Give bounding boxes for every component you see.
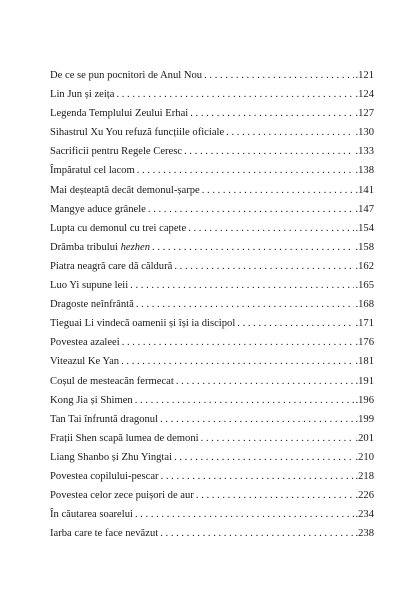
toc-page-number: .238 bbox=[355, 528, 374, 540]
toc-page-number: .176 bbox=[355, 337, 374, 349]
toc-page-number: .130 bbox=[355, 127, 374, 139]
toc-entry-title: Dragoste neînfrântă bbox=[50, 299, 134, 311]
toc-dot-leader bbox=[176, 372, 355, 391]
toc-page-number: .218 bbox=[355, 470, 374, 482]
toc-dot-leader bbox=[152, 238, 354, 257]
toc-dot-leader bbox=[160, 524, 354, 543]
toc-entry-title: Povestea copilului-pescar bbox=[50, 470, 159, 482]
toc-page-number: .138 bbox=[355, 165, 374, 177]
toc-dot-leader bbox=[122, 333, 355, 352]
toc-dot-leader bbox=[190, 104, 354, 123]
toc-entry bbox=[50, 85, 374, 104]
toc-entry bbox=[50, 505, 374, 524]
toc-dot-leader bbox=[137, 161, 355, 180]
toc-page-number: .124 bbox=[355, 89, 374, 101]
toc-dot-leader bbox=[188, 219, 354, 238]
toc-dot-leader bbox=[135, 391, 355, 410]
toc-entry bbox=[50, 372, 374, 391]
toc-dot-leader bbox=[201, 429, 355, 448]
toc-entry-title: Împăratul cel lacom bbox=[50, 165, 135, 177]
toc-page-number: .226 bbox=[355, 490, 374, 502]
toc-page-number: .171 bbox=[355, 318, 374, 330]
toc-page-number: .168 bbox=[355, 299, 374, 311]
toc-entry-title bbox=[50, 238, 150, 257]
toc-page-number: .196 bbox=[355, 394, 374, 406]
toc-entry bbox=[50, 391, 374, 410]
toc-entry-title: Coșul de mesteacăn fermecat bbox=[50, 375, 174, 387]
toc-entry bbox=[50, 123, 374, 142]
toc-entry-title: Luo Yi supune leii bbox=[50, 280, 129, 292]
toc-entry-title: Mai deșteaptă decât demonul-șarpe bbox=[50, 184, 200, 196]
toc-entry-title: De ce se pun pocnitori de Anul Nou bbox=[50, 70, 203, 81]
toc-dot-leader bbox=[196, 486, 355, 505]
toc-entry-title: În căutarea soarelui bbox=[50, 509, 133, 521]
toc-page-number: .121 bbox=[355, 70, 374, 81]
toc-page-number: .133 bbox=[355, 146, 374, 158]
toc-entry-title-italic: hezhen bbox=[120, 241, 151, 253]
toc-entry bbox=[50, 524, 374, 543]
toc-dot-leader bbox=[130, 276, 354, 295]
toc-dot-leader bbox=[202, 181, 355, 200]
toc-dot-leader bbox=[148, 200, 355, 219]
toc-dot-leader bbox=[135, 505, 355, 524]
toc-entry-title: Mangye aduce grânele bbox=[50, 203, 146, 215]
toc-entry bbox=[50, 66, 374, 85]
toc-entry bbox=[50, 200, 374, 219]
toc-entry-title: Frații Shen scapă lumea de demoni bbox=[50, 432, 199, 444]
toc-entry bbox=[50, 295, 374, 314]
toc-dot-leader bbox=[161, 467, 355, 486]
toc-entry-title: Lupta cu demonul cu trei capete bbox=[50, 222, 187, 234]
toc-entry-title: Iarba care te face nevăzut bbox=[50, 528, 159, 540]
toc-page-number: .199 bbox=[355, 413, 374, 425]
toc-page-number: .181 bbox=[355, 356, 374, 368]
toc-entry bbox=[50, 314, 374, 333]
toc-dot-leader bbox=[174, 257, 354, 276]
toc-entry-title: Povestea celor zece puișori de aur bbox=[50, 490, 194, 502]
toc-dot-leader bbox=[174, 448, 354, 467]
toc-dot-leader bbox=[116, 85, 354, 104]
toc-entry-title: Tieguai Li vindecă oamenii și își ia discipol bbox=[50, 318, 236, 330]
toc-entry-title: Lin Jun și zeița bbox=[50, 89, 115, 101]
toc-entry bbox=[50, 410, 374, 429]
toc-entry-title: Piatra neagră care dă căldură bbox=[50, 260, 173, 272]
table-of-contents bbox=[50, 66, 374, 543]
toc-entry bbox=[50, 467, 374, 486]
toc-page-number: .210 bbox=[355, 451, 374, 463]
toc-entry bbox=[50, 161, 374, 180]
toc-page-number: .127 bbox=[355, 108, 374, 120]
toc-page-number: .158 bbox=[355, 241, 374, 253]
toc-page-number: .234 bbox=[355, 509, 374, 521]
toc-entry-title: Liang Shanbo și Zhu Yingtai bbox=[50, 451, 173, 463]
toc-entry bbox=[50, 352, 374, 371]
toc-entry bbox=[50, 448, 374, 467]
toc-page-number: .201 bbox=[355, 432, 374, 444]
toc-entry-title: Kong Jia și Shimen bbox=[50, 394, 133, 406]
toc-entry bbox=[50, 276, 374, 295]
toc-dot-leader bbox=[136, 295, 355, 314]
toc-dot-leader bbox=[184, 142, 354, 161]
toc-entry-title-text: Drâmba tribului bbox=[50, 241, 121, 253]
toc-entry bbox=[50, 486, 374, 505]
toc-entry bbox=[50, 181, 374, 200]
toc-entry-title: Viteazul Ke Yan bbox=[50, 356, 120, 368]
toc-dot-leader bbox=[121, 352, 354, 371]
toc-page-number: .162 bbox=[355, 260, 374, 272]
toc-entry bbox=[50, 219, 374, 238]
toc-entry-title: Sihastrul Xu You refuză funcțiile oficiale bbox=[50, 127, 225, 139]
toc-entry bbox=[50, 104, 374, 123]
toc-dot-leader bbox=[226, 123, 354, 142]
toc-page-number: .141 bbox=[355, 184, 374, 196]
toc-dot-leader bbox=[160, 410, 354, 429]
toc-page-number: .191 bbox=[355, 375, 374, 387]
toc-entry-title: Tan Tai înfruntă dragonul bbox=[50, 413, 159, 425]
toc-entry bbox=[50, 257, 374, 276]
toc-page-number: .165 bbox=[355, 280, 374, 292]
toc-entry bbox=[50, 333, 374, 352]
toc-dot-leader bbox=[237, 314, 354, 333]
toc-entry bbox=[50, 238, 374, 257]
toc-page-number: .147 bbox=[355, 203, 374, 215]
toc-entry bbox=[50, 429, 374, 448]
toc-entry-title: Legenda Templului Zeului Erhai bbox=[50, 108, 189, 120]
toc-entry-title: Sacrificii pentru Regele Ceresc bbox=[50, 146, 183, 158]
toc-entry-title: Povestea azaleei bbox=[50, 337, 120, 349]
toc-page-number: .154 bbox=[355, 222, 374, 234]
toc-entry bbox=[50, 142, 374, 161]
toc-dot-leader bbox=[204, 66, 354, 85]
